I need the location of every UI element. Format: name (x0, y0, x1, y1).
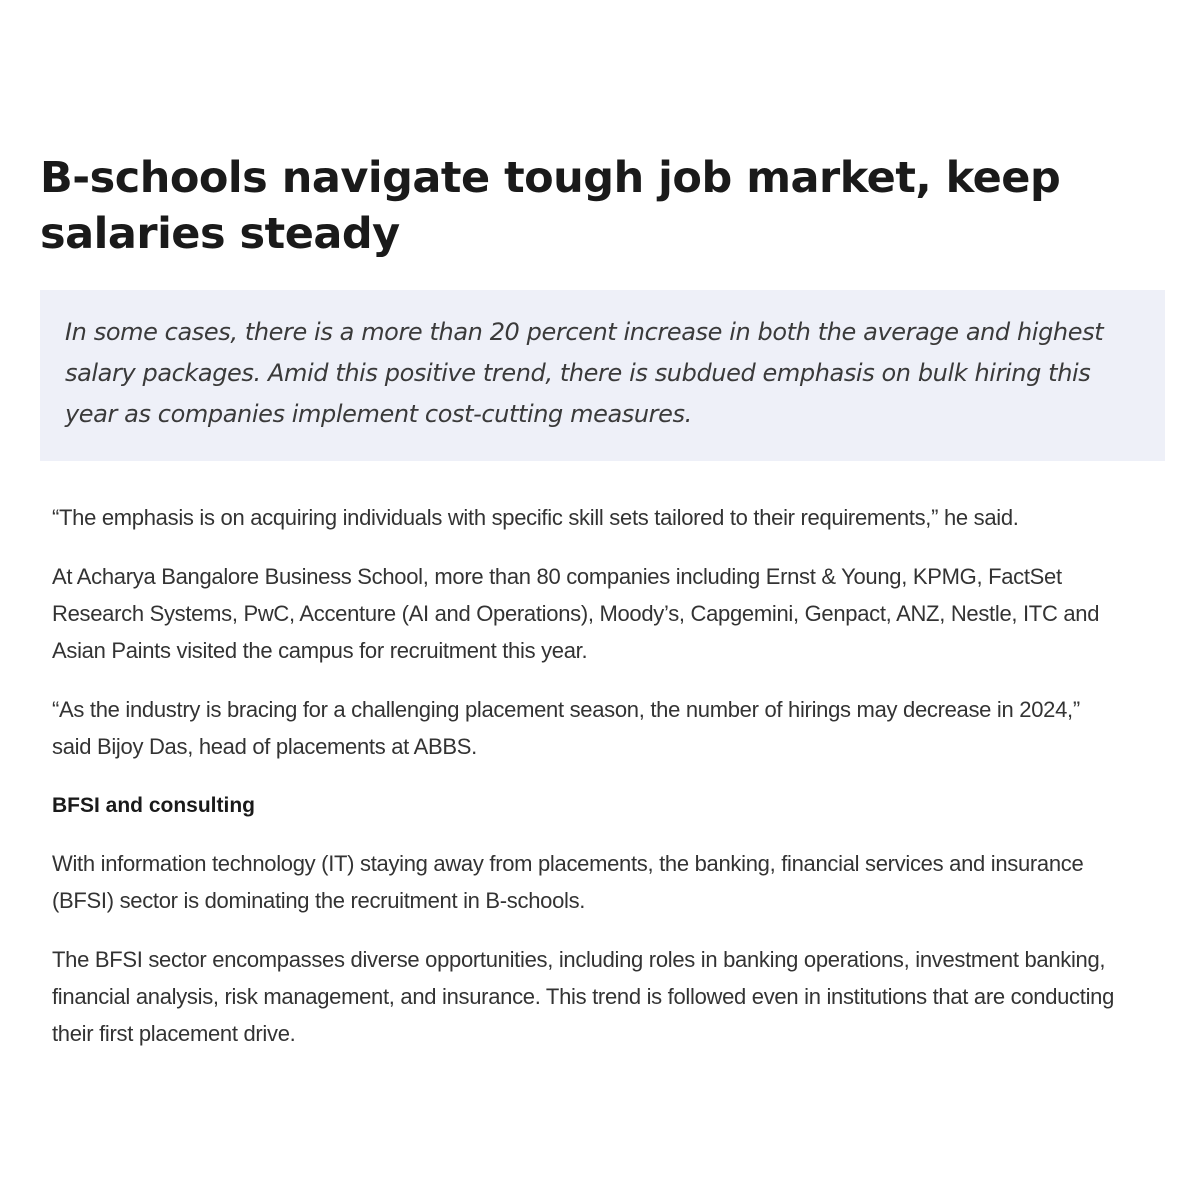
body-paragraph-bfsi: With information technology (IT) staying away from placements, the banking, financial services and insurance (BFSI) sector is dominating the recruitment in B-schools. (52, 851, 1084, 913)
article-summary-box (40, 290, 1165, 461)
section-subheading: BFSI and consulting (52, 794, 255, 817)
article (40, 150, 1165, 1074)
body-paragraph-quote: “The emphasis is on acquiring individuals with specific skill sets tailored to their requirements,” he said. (52, 505, 1019, 530)
body-paragraph-bfsi-opportunities: The BFSI sector encompasses diverse opportunities, including roles in banking operations, investment banking, financial analysis, risk management, and insurance. This trend is followed even in institutions that are conducting their first placement drive. (52, 947, 1115, 1046)
article-body (40, 499, 1122, 1052)
body-paragraph-hiring-outlook: “As the industry is bracing for a challenging placement season, the number of hirings may decrease in 2024,” said Bijoy Das, head of placements at ABBS. (52, 697, 1080, 759)
body-paragraph-companies: At Acharya Bangalore Business School, more than 80 companies including Ernst & Young, KPMG, FactSet Research Systems, PwC, Accenture (AI and Operations), Moody’s, Capgemini, Genpact, ANZ, Nestle, ITC and Asian Paints visited the campus for recruitment this year. (52, 564, 1100, 663)
article-summary: In some cases, there is a more than 20 percent increase in both the average and highest salary packages. Amid this positive trend, there is subdued emphasis on bulk hiring this year as companies implement cost-cutting measures. (65, 318, 1104, 428)
article-headline: B-schools navigate tough job market, keep salaries steady (40, 153, 1061, 259)
